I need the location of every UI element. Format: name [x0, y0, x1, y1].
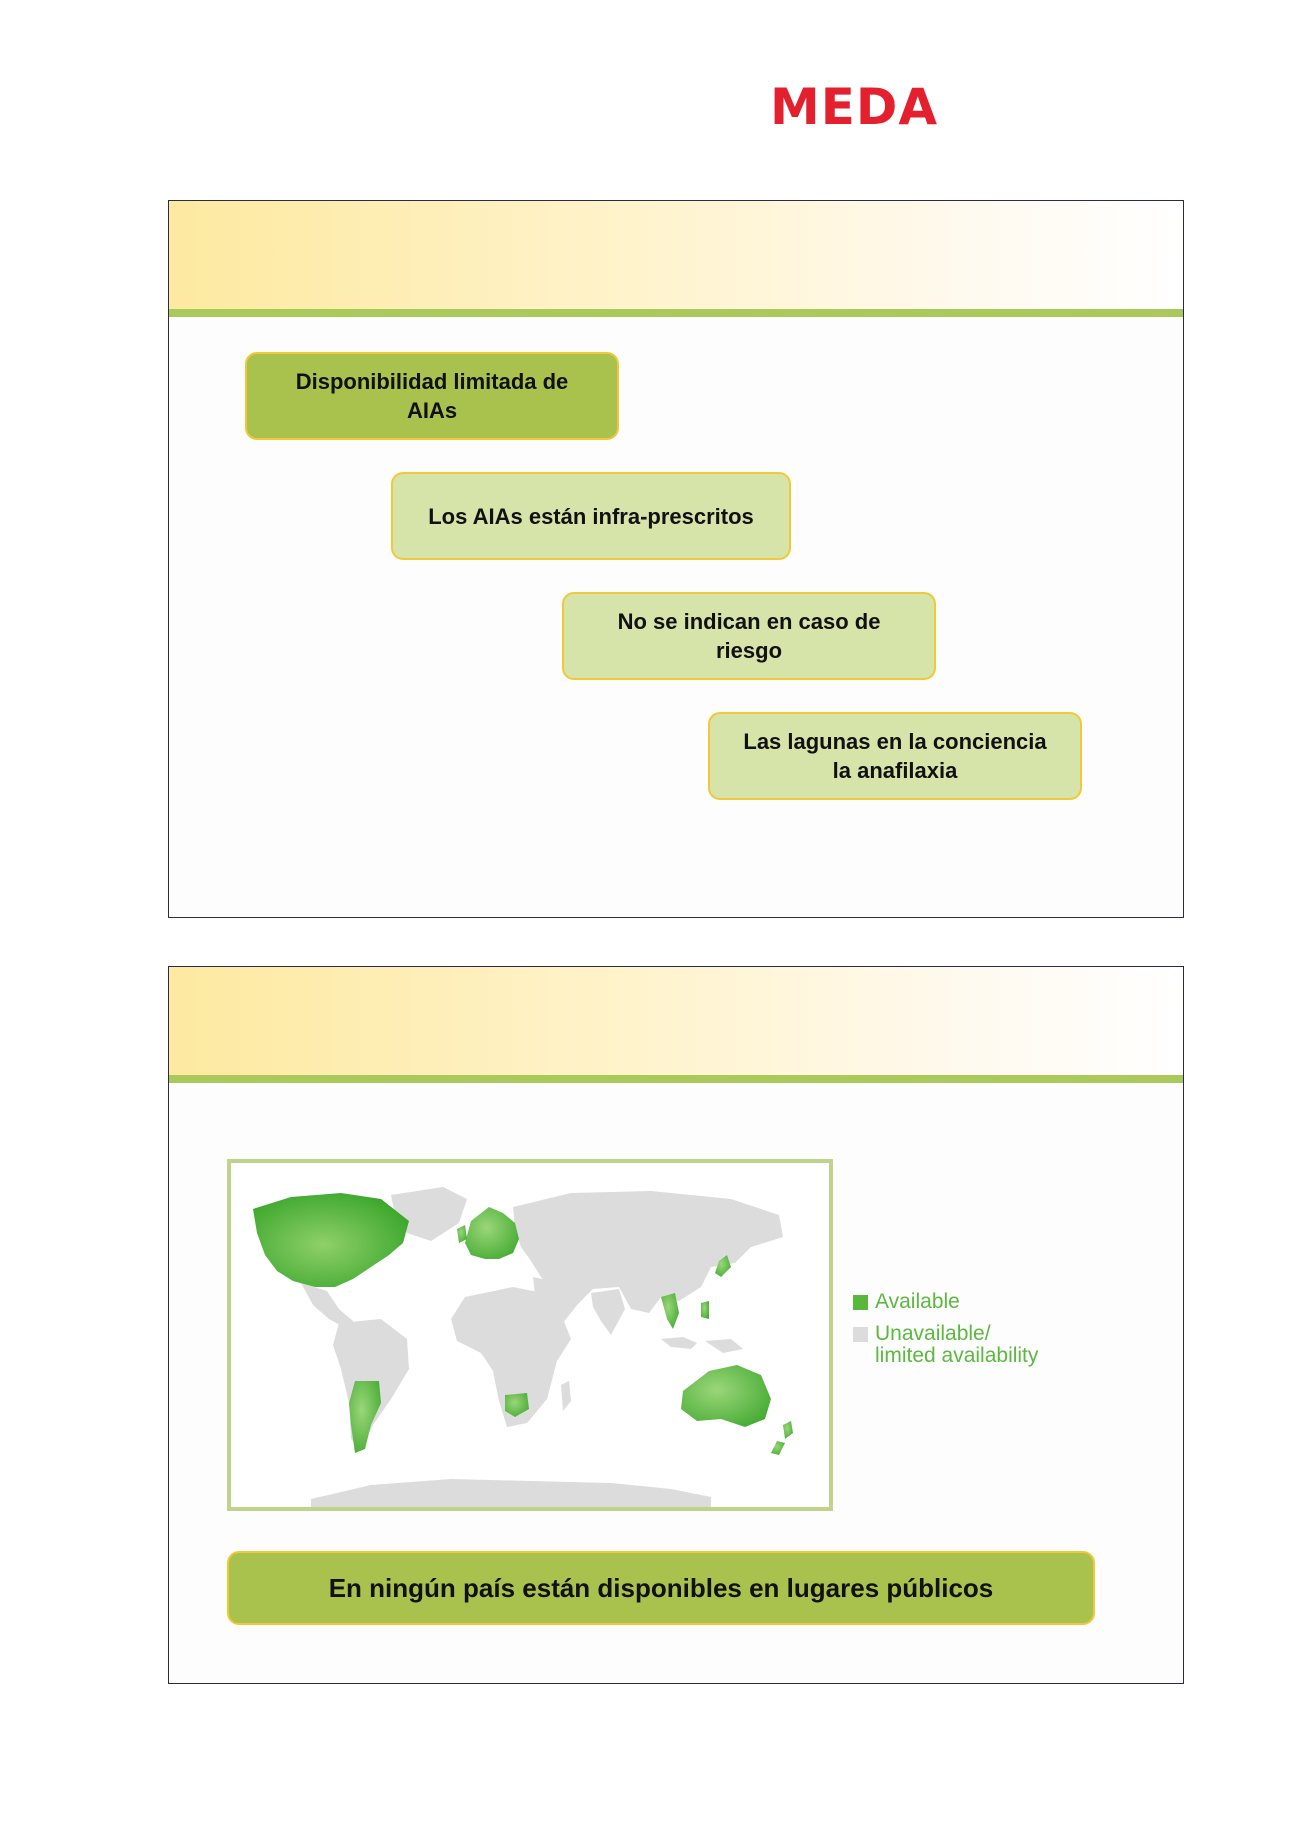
logo-text: MEDA: [770, 78, 939, 132]
slide-1: [168, 200, 1184, 918]
legend-label: Unavailable/ limited availability: [875, 1322, 1039, 1367]
map-legend: [853, 1291, 1083, 1377]
world-map-icon: [231, 1163, 829, 1507]
slide-header: [169, 201, 1183, 309]
slide-2: [168, 966, 1184, 1684]
step-box-awareness-gaps: Las lagunas en la conciencia la anafilaxia: [708, 712, 1082, 800]
legend-swatch-available: [853, 1295, 868, 1310]
legend-label: Available: [875, 1290, 960, 1313]
world-map: [227, 1159, 833, 1511]
legend-item-unavailable: [853, 1323, 1083, 1367]
slide-header: [169, 967, 1183, 1075]
slide-header-bar: [169, 309, 1183, 317]
legend-item-available: [853, 1291, 1083, 1313]
step-box-under-prescribed: Los AIAs están infra-prescritos: [391, 472, 791, 560]
legend-swatch-unavailable: [853, 1327, 868, 1342]
meda-logo: [770, 78, 950, 132]
conclusion-banner: En ningún país están disponibles en lugares públicos: [227, 1551, 1095, 1625]
step-box-not-indicated: No se indican en caso de riesgo: [562, 592, 936, 680]
slide-header-bar: [169, 1075, 1183, 1083]
step-box-limited-availability: Disponibilidad limitada de AIAs: [245, 352, 619, 440]
